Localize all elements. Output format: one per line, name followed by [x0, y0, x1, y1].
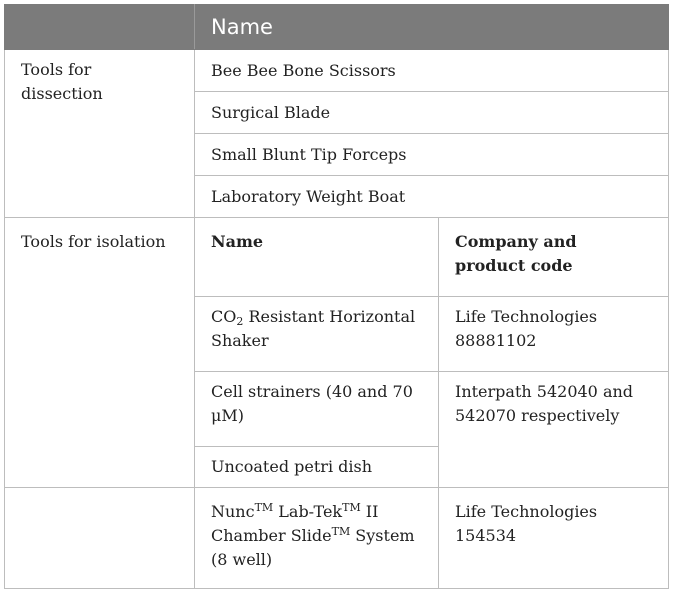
- dissection-item: Laboratory Weight Boat: [195, 176, 669, 218]
- dissection-item: Bee Bee Bone Scissors: [195, 50, 669, 92]
- header-blank-cell: [5, 5, 195, 50]
- cell-strainers-company: Interpath 542040 and 542070 respectively: [439, 372, 669, 488]
- dissection-item: Surgical Blade: [195, 92, 669, 134]
- petri-dish-name: Uncoated petri dish: [195, 447, 439, 488]
- table-row: [5, 50, 669, 92]
- cell-strainers-name: Cell strainers (40 and 70 μM): [195, 372, 439, 447]
- nunc-chamber-name: Nunc™ Lab-Tek™ II Chamber Slide™ System (8 well): [195, 488, 439, 589]
- equipment-table: [4, 4, 669, 589]
- empty-group-cell: [5, 488, 195, 589]
- table-row: [5, 218, 669, 297]
- co2-shaker-name: $CO_2$ Resistant Horizontal Shaker: [195, 297, 439, 372]
- isolation-subheader-name: Name: [195, 218, 439, 297]
- group-label-isolation: Tools for isolation: [5, 218, 195, 488]
- isolation-subheader-company: Company and product code: [439, 218, 669, 297]
- group-label-dissection: Tools for dissection: [5, 50, 195, 218]
- header-name-cell: Name: [195, 5, 669, 50]
- table-header-row: [5, 5, 669, 50]
- co2-shaker-company: Life Technologies 88881102: [439, 297, 669, 372]
- dissection-item: Small Blunt Tip Forceps: [195, 134, 669, 176]
- nunc-chamber-company: Life Technologies 154534: [439, 488, 669, 589]
- table-row: [5, 488, 669, 589]
